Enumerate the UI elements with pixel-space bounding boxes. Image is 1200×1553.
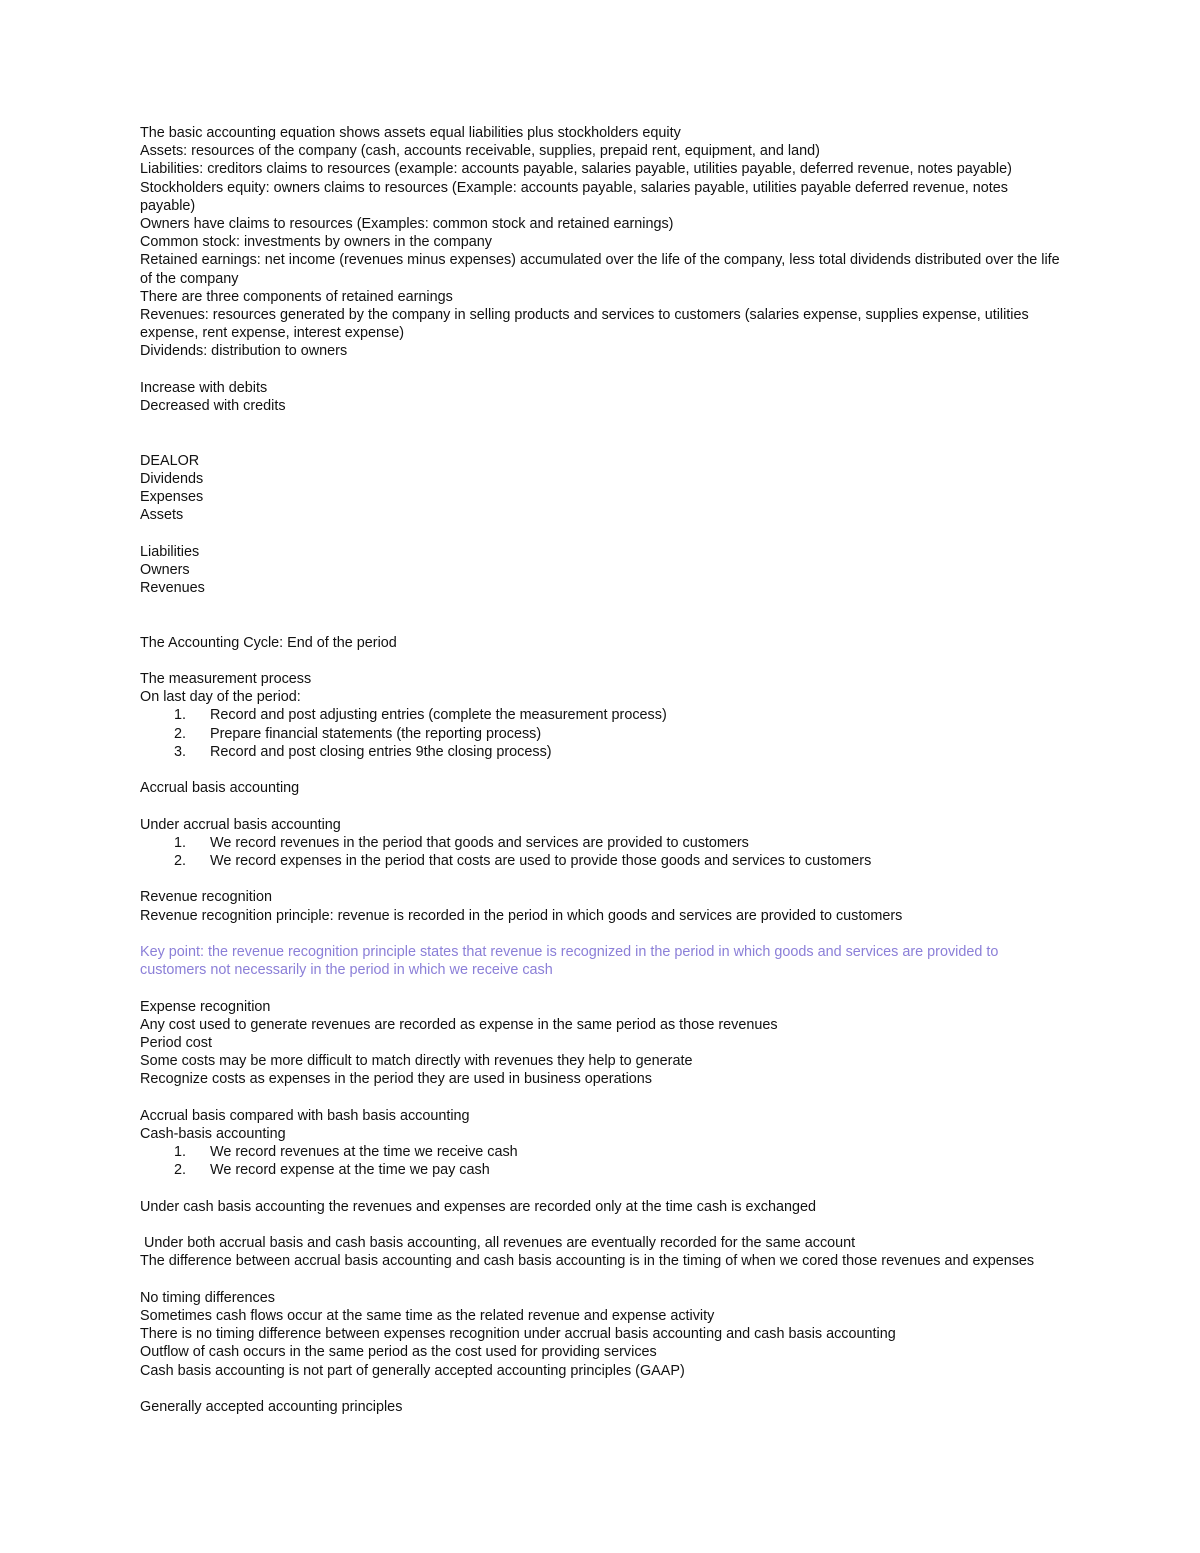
retained-earnings-definition: Retained earnings: net income (revenues minus expenses) accumulated over the life of the company, less total dividends distributed over the life of the company	[140, 252, 1064, 287]
list-item	[140, 834, 1065, 852]
period-cost: Period cost	[140, 1035, 212, 1051]
cycle-title: The Accounting Cycle: End of the period	[140, 634, 397, 651]
list-number: 3.	[174, 743, 187, 760]
increase-debits: Increase with debits	[140, 379, 268, 396]
difference: The difference between accrual basis accounting and cash basis accounting is in the timing of when we cored those revenues and expenses	[140, 1253, 1035, 1270]
equation-intro: The basic accounting equation shows assets equal liabilities plus stockholders equity	[140, 125, 681, 141]
liabilities-definition: Liabilities: creditors claims to resources (example: accounts payable, salaries payable, utilities payable, deferred revenue, notes payable)	[140, 161, 1012, 178]
dividends-definition: Dividends: distribution to owners	[140, 343, 348, 360]
dealor-dividends: Dividends	[140, 470, 204, 487]
list-number: 1.	[174, 707, 187, 724]
revenues-definition: Revenues: resources generated by the company in selling products and services to customers (salaries expense, supplies expense, utilities expense, rent expense, interest expense)	[140, 307, 1033, 342]
some-costs: Some costs may be more difficult to match directly with revenues they help to generate	[140, 1053, 693, 1070]
last-day: On last day of the period:	[140, 689, 301, 706]
common-stock-definition: Common stock: investments by owners in the company	[140, 234, 492, 251]
under-cash: Under cash basis accounting the revenues and expenses are recorded only at the time cash is exchanged	[140, 1198, 816, 1215]
list-number: 1.	[174, 834, 187, 851]
list-text: Record and post closing entries 9the closing process)	[210, 743, 552, 760]
list-number: 2.	[174, 1162, 187, 1179]
list-text: Record and post adjusting entries (complete the measurement process)	[210, 707, 667, 724]
dealor-owners: Owners	[140, 561, 190, 578]
dealor-expenses: Expenses	[140, 489, 204, 506]
list-number: 2.	[174, 725, 187, 742]
list-text: Prepare financial statements (the reporting process)	[210, 725, 542, 742]
dealor-revenues: Revenues	[140, 580, 205, 597]
recognize-costs: Recognize costs as expenses in the period they are used in business operations	[140, 1071, 652, 1088]
list-item	[140, 852, 1065, 870]
under-both: Under both accrual basis and cash basis accounting, all revenues are eventually recorded for the same account	[140, 1235, 856, 1252]
no-timing-difference: There is no timing difference between expenses recognition under accrual basis accounting and cash basis accounting	[140, 1326, 896, 1343]
dealor-liabilities: Liabilities	[140, 543, 200, 560]
list-text: We record revenues in the period that goods and services are provided to customers	[210, 834, 749, 851]
expense-any-cost: Any cost used to generate revenues are recorded as expense in the same period as those revenues	[140, 1016, 778, 1033]
dealor-assets: Assets	[140, 507, 184, 524]
list-text: We record expense at the time we pay cash	[210, 1162, 490, 1179]
under-accrual: Under accrual basis accounting	[140, 816, 341, 833]
expense-recognition-title: Expense recognition	[140, 998, 271, 1015]
key-point: Key point: the revenue recognition principle states that revenue is recognized in the period in which goods and services are provided to customers not necessarily in the period in which we receive cash	[140, 944, 1003, 979]
owners-claims: Owners have claims to resources (Examples: common stock and retained earnings)	[140, 216, 674, 233]
accrual-vs-cash: Accrual basis compared with bash basis accounting	[140, 1107, 470, 1124]
measurement-title: The measurement process	[140, 671, 312, 688]
assets-definition: Assets: resources of the company (cash, accounts receivable, supplies, prepaid rent, equipment, and land)	[140, 143, 820, 160]
sometimes-cash: Sometimes cash flows occur at the same time as the related revenue and expense activity	[140, 1307, 715, 1324]
revenue-recognition-title: Revenue recognition	[140, 889, 273, 906]
decrease-credits: Decreased with credits	[140, 398, 286, 415]
list-number: 2.	[174, 853, 187, 870]
cash-basis-title: Cash-basis accounting	[140, 1126, 286, 1142]
list-text: We record revenues at the time we receive cash	[210, 1144, 518, 1161]
list-item	[140, 1161, 1065, 1179]
list-item	[140, 1143, 1065, 1161]
list-item	[140, 725, 1065, 743]
not-gaap: Cash basis accounting is not part of generally accepted accounting principles (GAAP)	[140, 1362, 685, 1379]
list-item	[140, 743, 1065, 761]
revenue-recognition-principle: Revenue recognition principle: revenue is recorded in the period in which goods and services are provided to customers	[140, 907, 903, 924]
equity-definition: Stockholders equity: owners claims to resources (Example: accounts payable, salaries payable, utilities payable deferred revenue, notes payable)	[140, 179, 1012, 214]
no-timing-title: No timing differences	[140, 1289, 275, 1306]
dealor-title: DEALOR	[140, 452, 200, 469]
list-item	[140, 706, 1065, 724]
accrual-title: Accrual basis accounting	[140, 780, 300, 797]
three-components: There are three components of retained earnings	[140, 288, 453, 305]
list-text: We record expenses in the period that costs are used to provide those goods and services to customers	[210, 853, 872, 870]
gaap-title: Generally accepted accounting principles	[140, 1398, 403, 1415]
document-page	[140, 124, 1065, 1416]
list-number: 1.	[174, 1144, 187, 1161]
outflow: Outflow of cash occurs in the same period as the cost used for providing services	[140, 1344, 657, 1361]
